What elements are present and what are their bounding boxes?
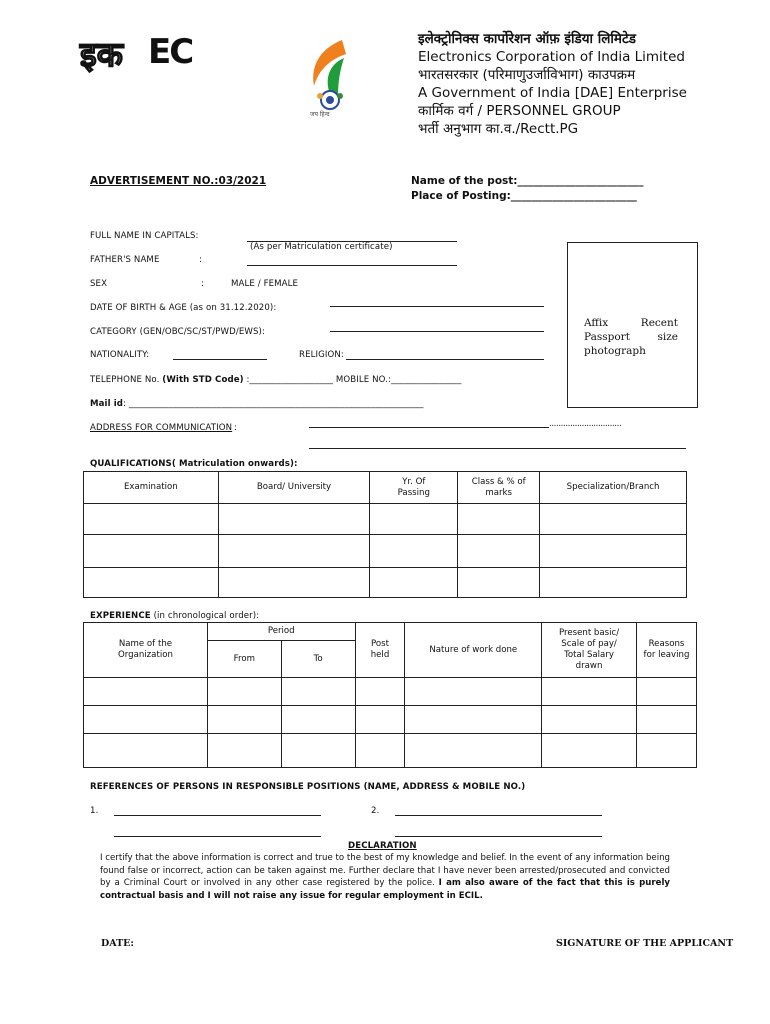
ecil-logo-latin: EC (148, 32, 193, 72)
matriculation-note: (As per Matriculation certificate) (250, 242, 393, 252)
references-title: REFERENCES OF PERSONS IN RESPONSIBLE POSITIONS (NAME, ADDRESS & MOBILE NO.) (90, 782, 526, 792)
telephone-label-text: TELEPHONE No. (90, 375, 163, 385)
father-name-colon: : (199, 255, 202, 265)
experience-table (83, 622, 697, 768)
table-cell[interactable] (84, 568, 219, 598)
table-cell[interactable] (540, 535, 687, 568)
nationality-label: NATIONALITY: (90, 350, 150, 360)
sex-label: SEX (90, 279, 108, 289)
table-cell[interactable] (458, 535, 540, 568)
header-line-personnel: कार्मिक वर्ग / PERSONNEL GROUP (418, 103, 621, 119)
header-line-hindi-name: इलेक्ट्रोनिक्स कार्पोरेशन ऑफ़ इंडिया लिमिटेड (418, 31, 636, 47)
experience-title (90, 611, 259, 621)
table-cell[interactable] (370, 568, 458, 598)
address-line-2[interactable] (309, 448, 686, 449)
company-header (418, 30, 687, 138)
reference-2-line-1[interactable] (395, 815, 602, 816)
table-cell[interactable] (405, 706, 542, 734)
religion-line[interactable] (346, 359, 544, 360)
experience-title-bold: EXPERIENCE (90, 611, 151, 621)
qual-header-class: Class & % of marks (458, 472, 540, 504)
table-cell[interactable] (218, 568, 370, 598)
exp-header-post: Post held (355, 623, 405, 678)
nationality-line[interactable] (173, 359, 267, 360)
table-cell[interactable] (636, 706, 696, 734)
dae-emblem (300, 38, 360, 120)
address-label: ADDRESS FOR COMMUNICATION (90, 423, 233, 433)
father-name-line[interactable] (247, 265, 457, 266)
exp-header-period: Period (207, 623, 355, 641)
address-colon: : (234, 423, 237, 433)
qualifications-title: QUALIFICATIONS( Matriculation onwards): (90, 459, 298, 469)
reference-1-line-1[interactable] (114, 815, 321, 816)
table-cell[interactable] (405, 734, 542, 768)
table-cell[interactable] (84, 734, 208, 768)
table-cell[interactable] (84, 706, 208, 734)
qual-header-board: Board/ University (218, 472, 370, 504)
dob-age-label: DATE OF BIRTH & AGE (as on 31.12.2020): (90, 303, 277, 313)
table-cell[interactable] (207, 678, 281, 706)
table-cell[interactable] (84, 678, 208, 706)
table-cell[interactable] (370, 535, 458, 568)
mail-id-text: Mail id (90, 399, 124, 409)
table-cell[interactable] (458, 504, 540, 535)
declaration-text (100, 852, 670, 902)
religion-label: RELIGION: (299, 350, 344, 360)
table-cell[interactable] (355, 678, 405, 706)
reference-2-line-2[interactable] (395, 836, 602, 837)
full-name-label: FULL NAME IN CAPITALS: (90, 231, 199, 241)
advertisement-number: ADVERTISEMENT NO.:03/2021 (90, 175, 267, 187)
qual-header-year: Yr. Of Passing (370, 472, 458, 504)
table-cell[interactable] (281, 734, 355, 768)
qual-header-specialization: Specialization/Branch (540, 472, 687, 504)
exp-header-reasons: Reasons for leaving (636, 623, 696, 678)
qualifications-header-row (84, 472, 687, 504)
table-cell[interactable] (542, 734, 637, 768)
table-cell[interactable] (84, 535, 219, 568)
emblem-icon (300, 38, 360, 120)
ecil-logo (80, 28, 193, 75)
mail-id-line[interactable]: : ___________________________________________________________________ (123, 399, 424, 409)
reference-1-number: 1. (90, 806, 99, 816)
declaration-title: DECLARATION (348, 841, 417, 851)
exp-header-salary: Present basic/ Scale of pay/ Total Salary drawn (542, 623, 637, 678)
header-line-rectt: भर्ती अनुभाग का.व./Rectt.PG (418, 121, 579, 137)
table-cell[interactable] (636, 734, 696, 768)
table-row (84, 504, 687, 535)
declaration-body: I certify that the above information is correct and true to the best of my knowledge and belief. In the event of any information being found false or incorrect, action can be taken against me. Further declare that I have never been arrested/prosecuted and convicted by a Criminal Court or involved in any other case registered by the police. (100, 853, 670, 889)
table-cell[interactable] (540, 504, 687, 535)
dob-age-line[interactable] (330, 306, 544, 307)
photo-instruction: Affix Recent Passport size photograph (584, 317, 678, 357)
sex-colon: : (201, 279, 204, 289)
table-cell[interactable] (542, 678, 637, 706)
experience-header-row-1 (84, 623, 697, 641)
reference-2-number: 2. (371, 806, 380, 816)
table-cell[interactable] (281, 706, 355, 734)
table-row (84, 734, 697, 768)
qualifications-table (83, 471, 687, 598)
table-row (84, 706, 697, 734)
exp-header-organization: Name of the Organization (84, 623, 208, 678)
table-cell[interactable] (84, 504, 219, 535)
exp-header-to: To (281, 641, 355, 678)
table-row (84, 678, 697, 706)
header-line-hindi-govt: भारतसरकार (परिमाणुउर्जाविभाग) काउपक्रम (418, 67, 636, 83)
table-cell[interactable] (207, 706, 281, 734)
address-line-1[interactable] (309, 427, 549, 428)
emblem-tagline: जय हिन्द (310, 111, 330, 118)
address-dots: ............................... (549, 419, 622, 429)
table-cell[interactable] (218, 504, 370, 535)
table-cell[interactable] (207, 734, 281, 768)
mail-id-label (90, 399, 423, 409)
header-line-english-name: Electronics Corporation of India Limited (418, 49, 685, 65)
father-name-label: FATHER'S NAME (90, 255, 160, 265)
telephone-label (90, 375, 461, 385)
table-cell[interactable] (218, 535, 370, 568)
reference-1-line-2[interactable] (114, 836, 321, 837)
category-line[interactable] (330, 331, 544, 332)
ecil-logo-hindi: इक (80, 35, 123, 75)
sex-options[interactable]: MALE / FEMALE (231, 279, 299, 289)
signature-label: SIGNATURE OF THE APPLICANT (556, 938, 734, 949)
table-cell[interactable] (458, 568, 540, 598)
category-label: CATEGORY (GEN/OBC/SC/ST/PWD/EWS): (90, 327, 265, 337)
telephone-std-code: (With STD Code) (162, 375, 244, 385)
table-cell[interactable] (355, 706, 405, 734)
telephone-mobile-field[interactable]: :___________________ MOBILE NO.:________________ (243, 375, 462, 385)
table-cell[interactable] (281, 678, 355, 706)
table-cell[interactable] (355, 734, 405, 768)
declaration-body-bold: I am also aware of the fact that this is purely contractual basis and I will not raise any issue for regular employment in ECIL. (100, 878, 670, 901)
table-cell[interactable] (542, 706, 637, 734)
table-cell[interactable] (370, 504, 458, 535)
table-row (84, 568, 687, 598)
qual-header-examination: Examination (84, 472, 219, 504)
exp-header-nature: Nature of work done (405, 623, 542, 678)
place-of-posting-label: Place of Posting:________________________ (411, 190, 637, 202)
date-label: DATE: (101, 938, 134, 949)
post-name-label: Name of the post:________________________ (411, 175, 644, 187)
table-cell[interactable] (405, 678, 542, 706)
table-row (84, 535, 687, 568)
exp-header-from: From (207, 641, 281, 678)
table-cell[interactable] (636, 678, 696, 706)
table-cell[interactable] (540, 568, 687, 598)
experience-title-rest: (in chronological order): (150, 611, 260, 621)
header-line-govt: A Government of India [DAE] Enterprise (418, 85, 687, 101)
